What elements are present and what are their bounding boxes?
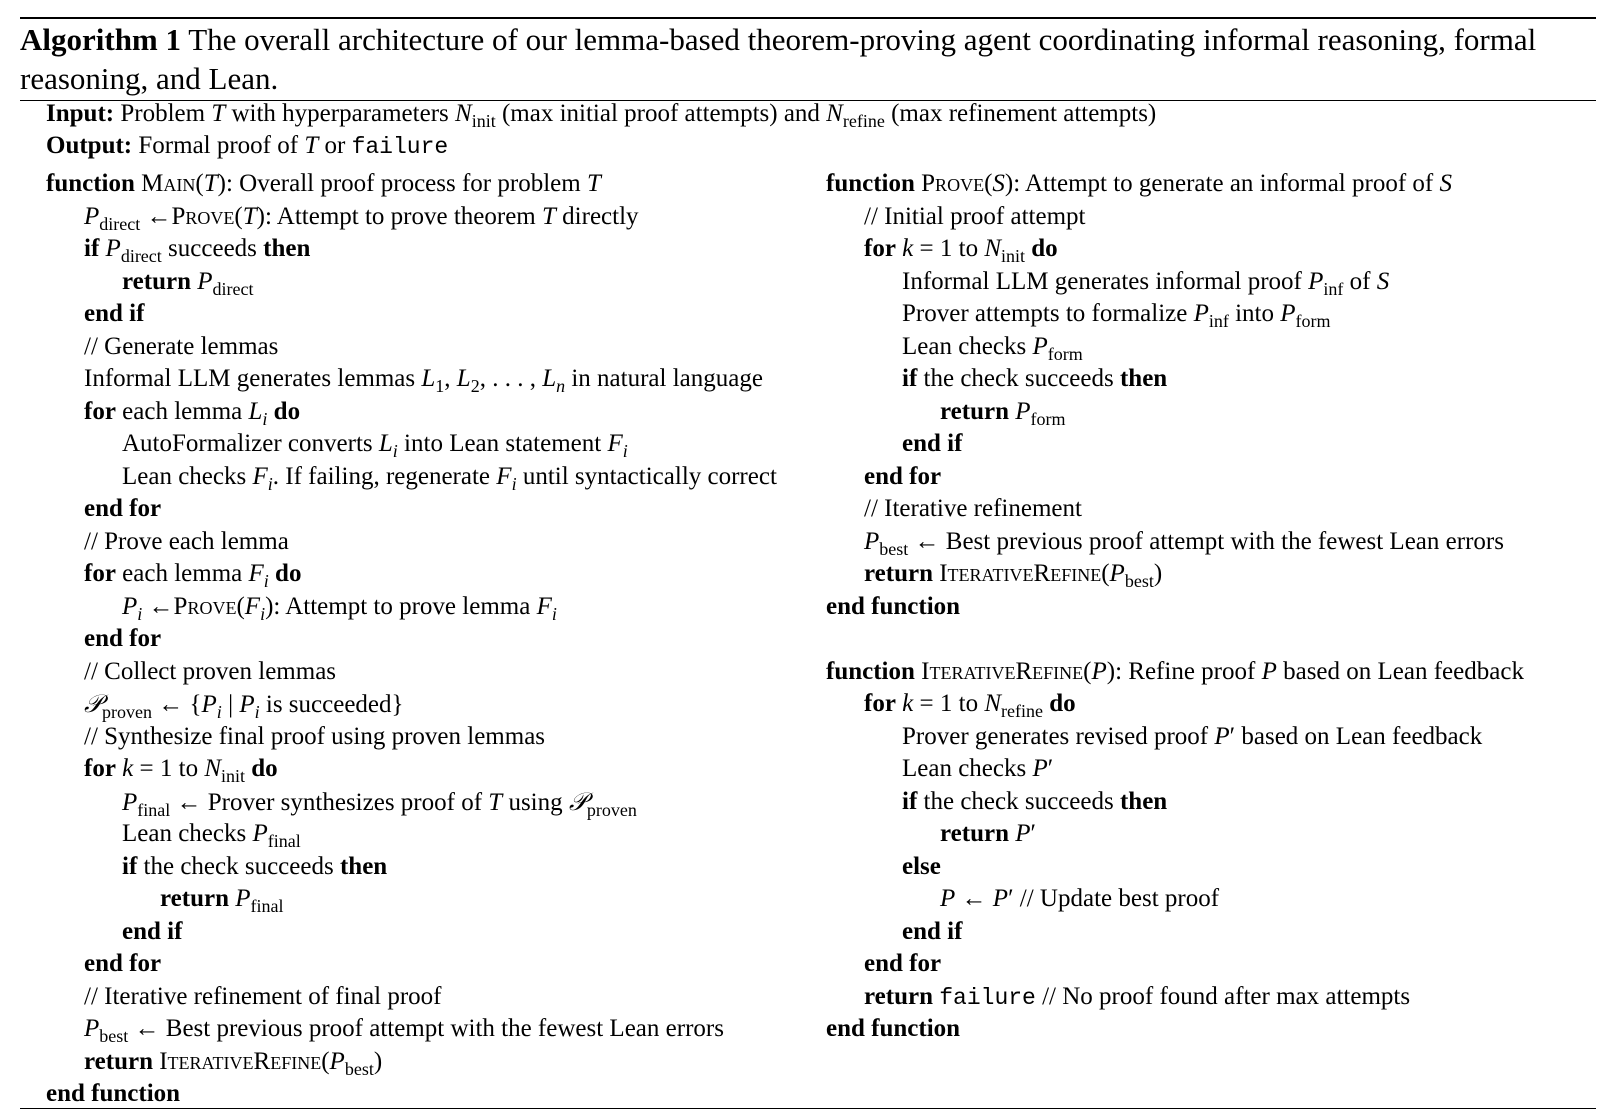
comment-line: // Iterative refinement — [864, 495, 1082, 522]
comment-line: // Collect proven lemmas — [84, 657, 337, 685]
comment-line: // Iterative refinement of final proof — [84, 982, 442, 1010]
output-line — [46, 132, 448, 160]
algo-line: Lean checks P′ — [902, 755, 1054, 782]
algorithm-caption — [20, 20, 1600, 98]
algo-line: return $P_{form}$ — [940, 397, 1066, 429]
algo-line: return P′ — [940, 820, 1036, 847]
algo-line: end function — [46, 1080, 181, 1107]
algo-line: function Prove(S): Attempt to generate an informal proof of S — [826, 170, 1452, 197]
output-code: failure — [351, 134, 449, 160]
algo-line: end if — [84, 300, 145, 327]
comment-line: // Synthesize final proof using proven lemmas — [84, 722, 546, 750]
caption-label: Algorithm 1 — [20, 22, 182, 57]
top-rule — [20, 17, 1596, 19]
algo-line: else — [902, 852, 941, 880]
algo-line: Prover generates revised proof P′ based on Lean feedback — [902, 722, 1483, 750]
caption-text: The overall architecture of our lemma-based theorem-proving agent coordinating informal reasoning, formal reasoning, and Lean. — [20, 22, 1537, 96]
algo-line: $P_{best}$ ← Best previous proof attempt with the fewest Lean errors — [84, 1015, 724, 1046]
algo-line: if $P_{direct}$ succeeds then — [84, 235, 311, 266]
algo-line: function IterativeRefine(P): Refine proof P based on Lean feedback — [826, 657, 1524, 685]
algo-line: return $IterativeRefine(P_{best})$ — [864, 560, 1163, 591]
input-line — [46, 100, 1157, 131]
input-text: Problem T with hyperparameters $N_{init}$ (max initial proof attempts) and $N_{refine}$ (max refinement attempts) — [120, 100, 1157, 131]
main-function — [46, 168, 777, 1111]
algo-line: if the check succeeds then — [902, 365, 1168, 392]
algo-line: $P_{final}$ ← Prover synthesizes proof of T using 𝒫$_{proven}$ — [122, 786, 637, 820]
algo-line: end for — [864, 950, 942, 977]
comment-line: // Prove each lemma — [84, 527, 289, 555]
algo-line: Lean checks $P_{form}$ — [902, 332, 1083, 364]
algo-line: return $IterativeRefine(P_{best})$ — [84, 1047, 383, 1079]
algo-line: for each lemma $F_i$ do — [84, 560, 302, 591]
algo-line: Lean checks $P_{final}$ — [122, 820, 301, 851]
algo-line: if the check succeeds then — [902, 787, 1168, 815]
algo-line: end function — [826, 1015, 961, 1042]
input-label: Input: — [46, 100, 115, 127]
algo-line: AutoFormalizer converts $L_i$ into Lean statement $F_i$ — [122, 430, 628, 461]
algo-line: Informal LLM generates informal proof $P_{inf}$ of S — [902, 267, 1390, 299]
algo-line: return $P_{direct}$ — [122, 267, 254, 299]
comment-line: // Initial proof attempt — [864, 202, 1086, 230]
algo-line: end for — [84, 495, 162, 522]
algo-line: end if — [902, 917, 963, 945]
algo-line: Prover attempts to formalize $P_{inf}$ into $P_{form}$ — [902, 300, 1331, 331]
algo-line: for each lemma $L_i$ do — [84, 397, 301, 429]
algo-line: $P_{best}$ ← Best previous proof attempt with the fewest Lean errors — [864, 527, 1504, 559]
prove-function — [826, 168, 1524, 1046]
algo-line: 𝒫$_{proven}$ ← {$P_i$ | $P_i$ is succeeded} — [84, 689, 404, 722]
algo-line: $P_i$ $\leftarrow Prove(F_i)$: Attempt to prove lemma $F_i$ — [122, 592, 557, 624]
algo-line: end for — [864, 462, 942, 490]
algo-line: P ← P′ // Update best proof — [940, 885, 1220, 912]
algo-line: end function — [826, 592, 961, 620]
algo-line: $P_{direct}$ ←Prove(T): Attempt to prove theorem T directly — [84, 202, 639, 234]
algo-line: end for — [84, 950, 162, 977]
algo-line: end if — [902, 430, 963, 457]
algo-line: end for — [84, 625, 162, 652]
algo-line: return $P_{final}$ — [160, 885, 284, 916]
algo-line: function Main(T): Overall proof process for problem T — [46, 170, 601, 197]
algo-line: for k = 1 to $N_{init}$ do — [84, 755, 278, 786]
output-text: Formal proof of T or — [138, 132, 346, 159]
comment-line: // Generate lemmas — [84, 332, 279, 360]
spacer — [826, 623, 1524, 656]
algo-line: for k = 1 to $N_{init}$ do — [864, 235, 1058, 266]
bottom-rule — [20, 1108, 1596, 1109]
algo-line: Informal LLM generates lemmas $L_1$, $L_2$, . . . , $L_n$ in natural language — [84, 365, 763, 396]
algo-line: for k = 1 to $N_{refine}$ do — [864, 690, 1076, 721]
algo-line: Lean checks $F_i$. If failing, regenerate $F_i$ until syntactically correct — [122, 462, 777, 494]
algo-line: if the check succeeds then — [122, 852, 388, 880]
output-label: Output: — [46, 132, 133, 159]
algo-line: end if — [122, 917, 183, 945]
algo-line: return failure // No proof found after max attempts — [864, 982, 1411, 1011]
